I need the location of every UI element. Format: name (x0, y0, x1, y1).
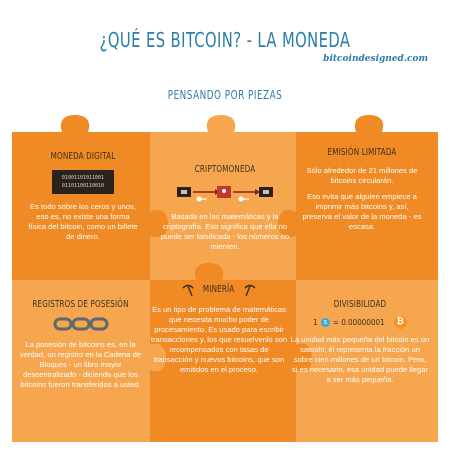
piece-text: Es todo sobre los ceros y unos, eso es, no existe una forma física del bitcoin, como un billete de dinero. (28, 202, 138, 241)
piece-text: Es un tipo de problema de matemáticas que necesita mucho poder de procesamiento. Es usado para escribir transacciones y, los que resuelvenlo son recompensados con tasas de transacción y nuevos bitcoins, que son emitidos en el proceso. (150, 305, 288, 374)
piece-title: EMISIÓN LIMITADA (327, 147, 397, 158)
piece-mineria (150, 283, 288, 381)
pickaxe-icon (243, 283, 257, 297)
piece-title: DIVISIBILIDAD (333, 299, 387, 310)
piece-text: Sólo alrededor de 21 millones de bitcoins circularán. (306, 166, 418, 185)
binary-line: 01101100110010 (61, 183, 105, 189)
binary-line: 01001101011001 (61, 175, 105, 181)
title: ¿QUÉ ES BITCOIN? - LA MONEDA (99, 28, 351, 52)
bitcoin-icon: ₿ (394, 316, 407, 329)
piece-emision (302, 148, 422, 238)
piece-title: MINERÍA (203, 284, 235, 295)
satoshi-icon: s (321, 318, 330, 327)
piece-registros (18, 300, 143, 396)
piece-text: La unidad más pequeña del bitcoin es un satoshi; él representa la fracción un sobre cien millones de un bitcoin. Pero, si es necesario, esa unidad puede llegar a ser más pequeña. (290, 335, 430, 384)
piece-text: La posesión de bitcoins es, en la verdad, un registro en la Cadena de Bloques - un libro mayor descentralizado - diciendo que los bitcoins fueron transferidos a usted. (19, 340, 142, 389)
subtitle: PENSANDO POR PIEZAS (167, 88, 283, 102)
piece-title: MONEDA DIGITAL (50, 151, 116, 162)
piece-divisibilidad (290, 300, 430, 391)
encryption-flow-icon (155, 181, 295, 203)
pickaxe-icon (181, 283, 195, 297)
sat-prefix: 1 (313, 317, 318, 327)
piece-criptomoneda (155, 165, 295, 258)
piece-moneda-digital (28, 152, 138, 248)
piece-title: CRIPTOMONEDA (194, 164, 256, 175)
piece-text: Eso evita que alguien empiece a imprimir más bitcoins y, así, preserva el valor de la moneda - es escasa. (302, 192, 422, 231)
piece-title: REGISTROS DE POSESIÓN (32, 299, 129, 310)
site-link[interactable]: bitcoindesigned.com (323, 54, 428, 64)
sat-value: = 0.00000001 (332, 317, 385, 327)
binary-card-icon (52, 170, 114, 194)
chain-icon (53, 316, 109, 332)
satoshi-equation (290, 316, 430, 329)
piece-text: Basada en las matemáticas y la criptografía. Eso significa que ella no puede ser falsificada - los números no mienten. (160, 212, 290, 251)
